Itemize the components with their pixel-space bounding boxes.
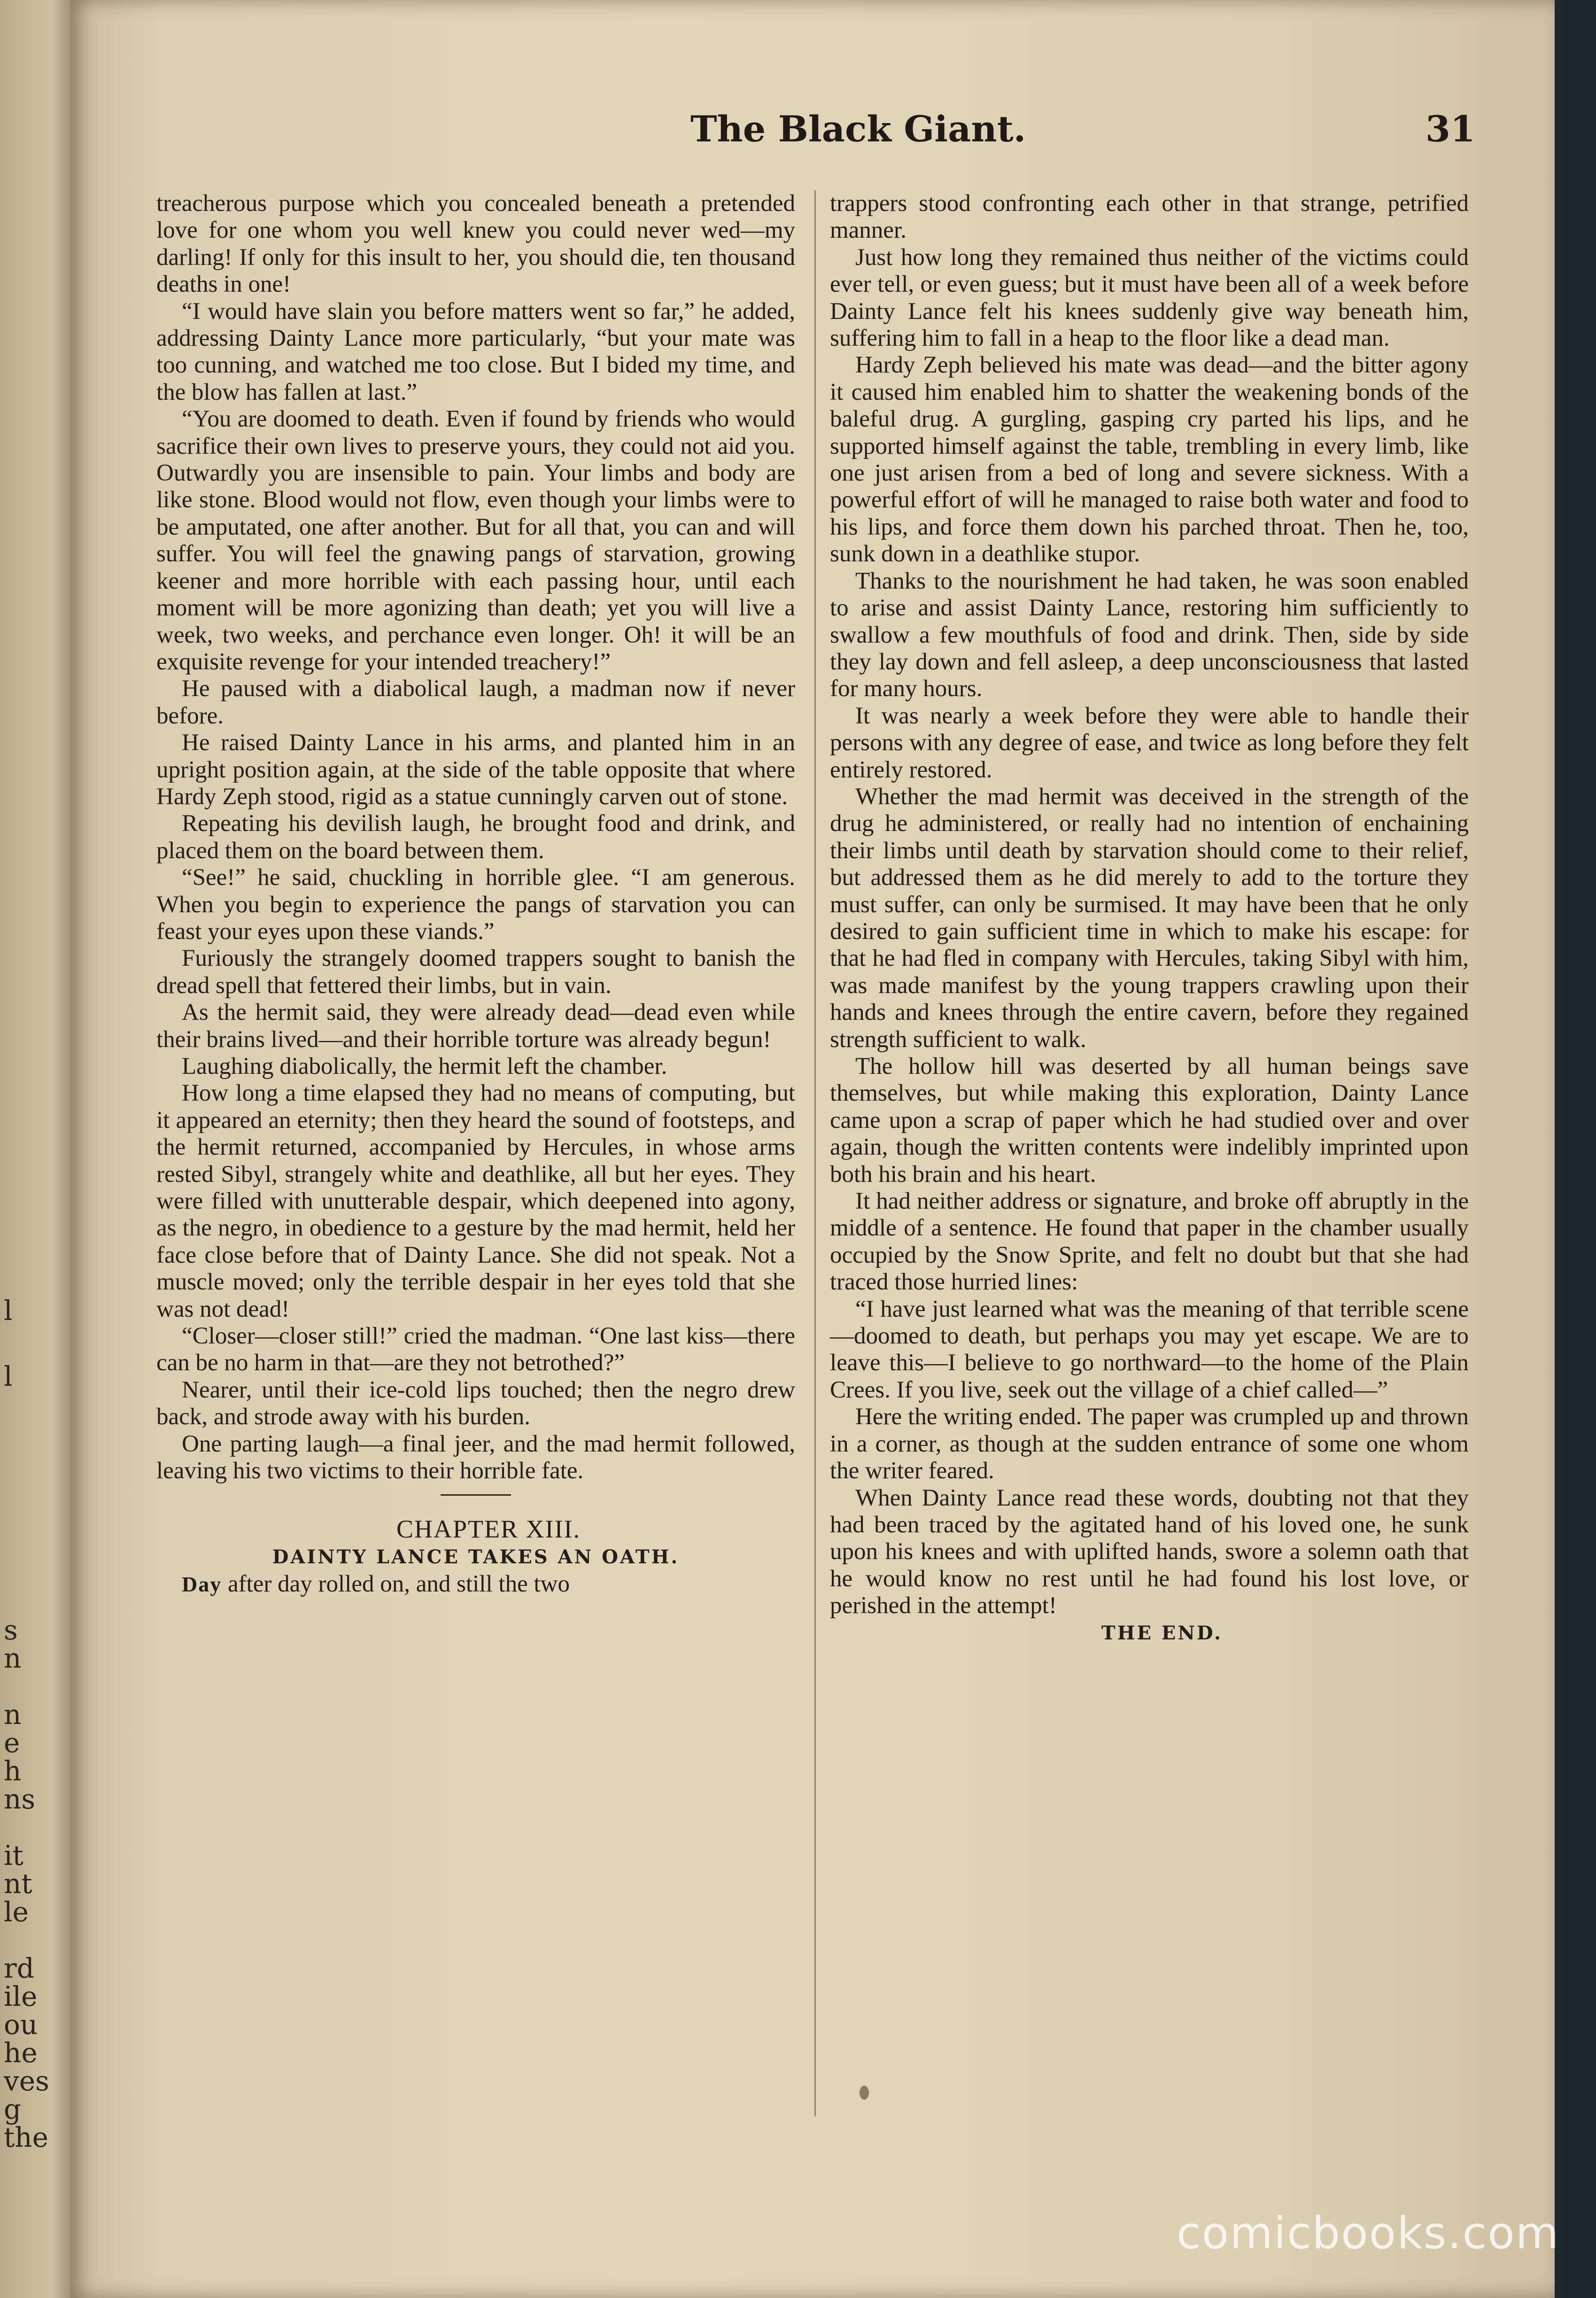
section-divider (441, 1494, 511, 1496)
paragraph: It was nearly a week before they were able to handle their persons with any degree of ease, and twice as long before they felt entirely restored. (830, 702, 1469, 783)
left-page-fragment: rd (4, 1952, 34, 1984)
paragraph: “I would have slain you before matters went so far,” he added, addressing Dainty Lance more particularly, “but your mate was too cunning, and watched me too close. But I bided my time, and the blow has fallen at last.” (156, 298, 795, 405)
running-title: The Black Giant. (690, 108, 1026, 150)
page-number: 31 (1426, 108, 1475, 150)
paragraph: “You are doomed to death. Even if found by friends who would sacrifice their own lives to preserve yours, they could not aid you. Outwardly you are insensible to pain. Your limbs and body are like stone. Blood would not flow, even though your limbs were to be amputated, one after another. But for all that, you can and will suffer. You will feel the gnawing pangs of starvation, growing keener and more horrible with each passing hour, until each moment will be more agonizing than death; yet you will live a week, two weeks, and perchance even longer. Oh! it will be an exquisite revenge for your intended treachery!” (156, 406, 795, 675)
paragraph: He raised Dainty Lance in his arms, and planted him in an upright position again, at the side of the table opposite that where Hardy Zeph stood, rigid as a statue cunningly carven out of stone. (156, 730, 795, 810)
watermark: comicbooks.com (1177, 2208, 1560, 2259)
paragraph: “I have just learned what was the meaning of that terrible scene—doomed to death, but perhaps you may yet escape. We are to leave this—I believe to go northward—to the home of the Plain Crees. If you live, seek out the village of a chief called—” (830, 1296, 1469, 1403)
paragraph: Just how long they remained thus neither of the victims could ever tell, or even guess; but it must have been all of a week before Dainty Lance felt his knees suddenly give way beneath him, suffering him to fall in a heap to the floor like a dead man. (830, 244, 1469, 352)
right-text-column (830, 190, 1469, 1646)
paragraph: The hollow hill was deserted by all human beings save themselves, but while making this exploration, Dainty Lance came upon a scrap of paper which he had studied over and over again, though the written contents were indelibly imprinted upon both his brain and his heart. (830, 1053, 1469, 1188)
paragraph: Here the writing ended. The paper was crumpled up and thrown in a corner, as though at the sudden entrance of some one whom the writer feared. (830, 1404, 1469, 1484)
paragraph: Whether the mad hermit was deceived in the strength of the drug he administered, or really had no intention of enchaining their limbs until death by starvation should come to their relief, but addressed them as he did merely to add to the torture they must suffer, can only be surmised. It may have been that he only desired to gain sufficient time in which to make his escape: for that he had fled in company with Hercules, taking Sibyl with him, was made manifest by the young trappers crawling upon their hands and knees through the entire cavern, before they regained strength sufficient to walk. (830, 783, 1469, 1053)
chapter-opening-word: Day (182, 1572, 222, 1596)
left-page-fragment: ns (4, 1783, 36, 1815)
paragraph: Repeating his devilish laugh, he brought food and drink, and placed them on the board between them. (156, 810, 795, 864)
paragraph: trappers stood confronting each other in that strange, petrified manner. (830, 190, 1469, 244)
paragraph: “See!” he said, chuckling in horrible glee. “I am generous. When you begin to experience the pangs of starvation you can feast your eyes upon these viands.” (156, 864, 795, 945)
left-page-fragment: the (4, 2121, 48, 2153)
paragraph: One parting laugh—a final jeer, and the mad hermit followed, leaving his two victims to their horrible fate. (156, 1430, 795, 1484)
left-page-fragment: le (4, 1896, 29, 1928)
left-page-fragment: it (4, 1840, 23, 1871)
paragraph: As the hermit said, they were already dead—dead even while their brains lived—and their horrible torture was already begun! (156, 999, 795, 1053)
paragraph: “Closer—closer still!” cried the madman. “One last kiss—there can be no harm in that—are they not betrothed?” (156, 1323, 795, 1376)
left-page-fragment: g (4, 2093, 22, 2125)
left-page-fragment: n (4, 1699, 22, 1731)
paragraph: It had neither address or signature, and broke off abruptly in the middle of a sentence. He found that paper in the chamber usually occupied by the Snow Sprite, and felt no doubt but that she had traced those hurried lines: (830, 1188, 1469, 1296)
paragraph: Thanks to the nourishment he had taken, he was soon enabled to arise and assist Dainty Lance, restoring him sufficiently to swallow a few mouthfuls of food and drink. Then, side by side they lay down and fell asleep, a deep unconsciousness that lasted for many hours. (830, 567, 1469, 702)
page-header (70, 108, 1555, 155)
paragraph: Hardy Zeph believed his mate was dead—and the bitter agony it caused him enabled him to shatter the weakening bonds of the baleful drug. A gurgling, gasping cry parted his lips, and he supported himself against the table, trembling in every limb, like one just arisen from a bed of long and severe sickness. With a powerful effort of will he managed to raise both water and food to his lips, and force them down his parched throat. Then he, too, sunk down in a deathlike stupor. (830, 352, 1469, 567)
left-page-fragment: l (4, 1360, 13, 1392)
left-page-fragment: ou (4, 2009, 38, 2041)
left-page-fragment: ile (4, 1980, 38, 2012)
chapter-heading: CHAPTER XIII. (396, 1514, 581, 1543)
paragraph: treacherous purpose which you concealed beneath a pretended love for one whom you well knew you could never wed—my darling! If only for this insult to her, you should die, ten thousand deaths in one! (156, 190, 795, 298)
paragraph: When Dainty Lance read these words, doubting not that they had been traced by the agitated hand of his loved one, he sunk upon his knees and with uplifted hands, swore a solemn oath that he would know no rest until he had found his lost love, or perished in the attempt! (830, 1484, 1469, 1619)
left-page-fragment: nt (4, 1868, 32, 1900)
ink-spot (860, 2086, 869, 2100)
paragraph: Furiously the strangely doomed trappers sought to banish the dread spell that fettered their limbs, but in vain. (156, 945, 795, 999)
paragraph: Laughing diabolically, the hermit left the chamber. (182, 1053, 667, 1079)
left-page-fragment: he (4, 2037, 38, 2069)
chapter-opening-paragraph (156, 1571, 795, 1598)
paragraph: Nearer, until their ice-cold lips touched; then the negro drew back, and strode away with his burden. (156, 1376, 795, 1430)
left-page-fragment: e (4, 1727, 20, 1759)
column-rule (814, 190, 816, 2116)
paragraph: How long a time elapsed they had no means of computing, but it appeared an eternity; then they heard the sound of footsteps, and the hermit returned, accompanied by Hercules, in whose arms rested Sibyl, strangely white and deathlike, all but her eyes. They were filled with unutterable despair, which deepened into agony, as the negro, in obedience to a gesture by the mad hermit, held her face close before that of Dainty Lance. She did not speak. Not a muscle moved; only the terrible despair in her eyes told that she was not dead! (156, 1080, 795, 1322)
left-page-fragment: ves (4, 2065, 49, 2097)
the-end-label: THE END. (1101, 1622, 1223, 1644)
chapter-opening-text: after day rolled on, and still the two (222, 1570, 570, 1597)
left-text-column (156, 190, 795, 1598)
left-page-fragment: n (4, 1642, 22, 1674)
magazine-page (70, 0, 1555, 2298)
left-page-fragment: s (4, 1614, 18, 1646)
paragraph: He paused with a diabolical laugh, a madman now if never before. (156, 675, 795, 729)
left-page-fragment: l (4, 1295, 13, 1327)
left-page-fragment: h (4, 1755, 22, 1787)
chapter-subtitle: DAINTY LANCE TAKES AN OATH. (272, 1545, 680, 1568)
